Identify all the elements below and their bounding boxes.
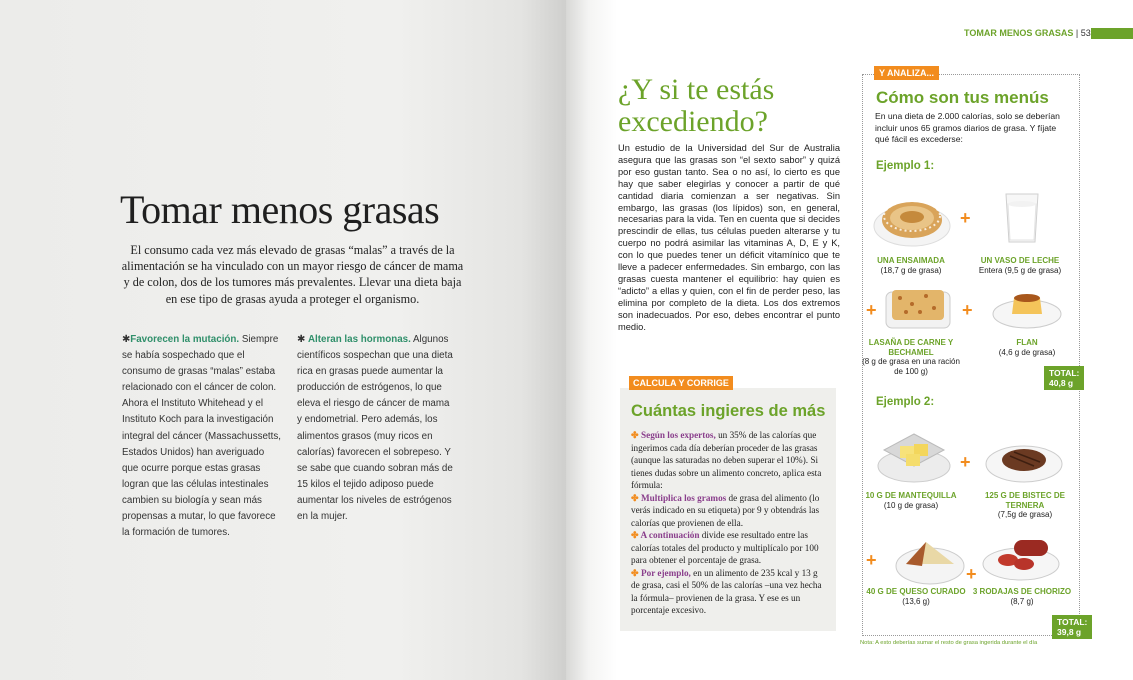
analiza-tag: Y ANALIZA... xyxy=(874,66,939,80)
food-label: 3 RODAJAS DE CHORIZO (8,7 g) xyxy=(972,587,1072,606)
column-text: Algunos científicos sospechan que una dieta rica en grasas puede aumentar la producción de estrógenos, lo que eleva el riesgo de cáncer de mama y endometrial. Pero además, los alimentos grasos (muy ricos en calorías) favorecen el sobrepeso. Y se sabe que cuando sobran más de 15 kilos el tejido adiposo puede aumentar los niveles de estrógenos en la mujer. xyxy=(297,334,453,523)
asterisk-icon: ✱ xyxy=(122,334,131,345)
section-title: ¿Y si te estás excediendo? xyxy=(618,73,775,138)
bullet-icon: ✤ xyxy=(631,530,641,540)
example-2-heading: Ejemplo 2: xyxy=(876,396,935,408)
calc-lead: Por ejemplo, xyxy=(641,567,691,578)
plus-icon: + xyxy=(962,300,973,320)
chorizo-image xyxy=(980,530,1062,584)
flan-image xyxy=(992,284,1062,332)
food-label: UN VASO DE LECHE Entera (9,5 g de grasa) xyxy=(978,256,1062,275)
section-body: Un estudio de la Universidad del Sur de Australia asegura que las grasas son “el sexto sabor” y quizá por eso gustan tanto. Sea o no así, lo cierto es que hay que saber elegirlas y conocer a partir de qué cantidad diaria comienzan a ser negativas. Sin embargo, las grasas (los lípidos) son, en general, necesarias para la vida. Ten en cuenta que si decides prescindir de ellas, tus células pueden alterarse y tu cuerpo no podrá asimilar las vitaminas A, D, E y K, con lo que puedes tener un déficit vitamínico que te lleve a padecer enfermedades. Sin embargo, con las grasas cuesta mantener el equilibrio: hay quien es “adicto” a ellas y quien, con el fin de perder peso, las elimina por completo de la dieta. Los dos extremos son inadecuados. Por eso, debes encontrar el punto medio. xyxy=(618,143,840,332)
running-header xyxy=(964,28,1091,38)
plus-icon: + xyxy=(960,452,971,472)
example-1-heading: Ejemplo 1: xyxy=(876,160,935,172)
total-badge: TOTAL: 40,8 g xyxy=(1044,366,1084,390)
header-section: TOMAR MENOS GRASAS xyxy=(964,28,1074,38)
bullet-icon: ✤ xyxy=(631,430,641,440)
calc-text: en un alimento de 235 kcal y 13 g de grasa, casi el 50% de las calorías –una vez hecha la fórmula– provienen de la grasa. Y ese es un porcentaje excesivo. xyxy=(631,567,822,615)
bullet-icon: ✤ xyxy=(631,492,641,503)
header-accent-bar xyxy=(1091,28,1133,39)
column-mutation xyxy=(122,332,282,541)
column-hormones xyxy=(297,332,457,525)
calc-tag: CALCULA Y CORRIGE xyxy=(629,376,733,390)
footnote: Nota: A esto deberías sumar el resto de grasa ingerida durante el día xyxy=(860,640,1038,646)
steak-image xyxy=(984,436,1064,486)
asterisk-icon: ✱ xyxy=(297,334,308,345)
food-label: 40 G DE QUESO CURADO (13,6 g) xyxy=(866,587,966,606)
calc-lead: Según los expertos, xyxy=(641,430,716,440)
food-label: 10 G DE MANTEQUILLA (10 g de grasa) xyxy=(865,491,957,510)
milk-glass-image xyxy=(1000,190,1044,246)
butter-image xyxy=(874,420,954,486)
food-label: 125 G DE BISTEC DE TERNERA (7,5g de grasa) xyxy=(984,491,1066,519)
plus-icon: + xyxy=(960,208,971,228)
page-number: | 53 xyxy=(1075,28,1091,38)
bullet-icon: ✤ xyxy=(631,567,641,578)
calc-lead: Multiplica los gramos xyxy=(641,492,727,503)
column-lead: Favorecen la mutación. xyxy=(130,334,240,345)
calc-text: divide ese resultado entre las calorías totales del producto y multiplícalo por 100 para obtener el porcentaje de grasa. xyxy=(631,530,819,565)
page-title: Tomar menos grasas xyxy=(120,187,440,232)
plus-icon: + xyxy=(866,550,877,570)
analiza-intro: En una dieta de 2.000 calorías, solo se deberían incluir unos 65 gramos diarios de grasa. Y fíjate qué fácil es excederse: xyxy=(875,111,1060,144)
intro-paragraph: El consumo cada vez más elevado de grasas “malas” a través de la alimentación se ha vinculado con un mayor riesgo de cáncer de mama y de colon, dos de los tumores más prevalentes. Llevar una dieta baja en ese tipo de grasas ayuda a proteger el organismo. xyxy=(121,243,464,306)
calc-lead: A continuación xyxy=(640,530,700,540)
lasagna-image xyxy=(882,282,954,334)
food-label: FLAN (4,6 g de grasa) xyxy=(998,338,1056,357)
food-label: UNA ENSAIMADA (18,7 g de grasa) xyxy=(877,256,945,275)
analiza-title: Cómo son tus menús xyxy=(876,88,1049,107)
calc-text: un 35% de las calorías que ingerimos cada día deberían proceder de las grasas (aunque las saturadas no deben superar el 10%). Si tienes dudas sobre un alimento concreto, aplica esta fórmula: xyxy=(631,430,822,490)
total-badge: TOTAL: 39,8 g xyxy=(1052,615,1092,639)
left-page xyxy=(0,0,566,680)
calc-title: Cuántas ingieres de más xyxy=(631,402,826,420)
plus-icon: + xyxy=(866,300,877,320)
column-lead: Alteran las hormonas. xyxy=(307,334,411,345)
calc-body xyxy=(631,429,824,617)
cheese-image xyxy=(892,528,968,586)
ensaimada-image xyxy=(872,188,952,250)
column-text: Siempre se había sospechado que el consumo de grasas “malas” estaba relacionado con el cáncer de colon. Ahora el Instituto Whitehead y el Instituto Koch para la investigación integral del cáncer (Massachussetts, Estados Unidos) han averiguado que ocurre porque estas grasas logran que las células intestinales cambien su biología y sean más propensas a mutar, lo que favorece la formación de tumores. xyxy=(122,334,281,539)
plus-icon: + xyxy=(966,564,977,584)
calc-text: de grasa del alimento (lo verás indicado en su etiqueta) por 9 y obtendrás las calorías que provienen de ella. xyxy=(631,492,820,528)
food-label: LASAÑA DE CARNE Y BECHAMEL (8 g de grasa en una ración de 100 g) xyxy=(862,338,960,376)
